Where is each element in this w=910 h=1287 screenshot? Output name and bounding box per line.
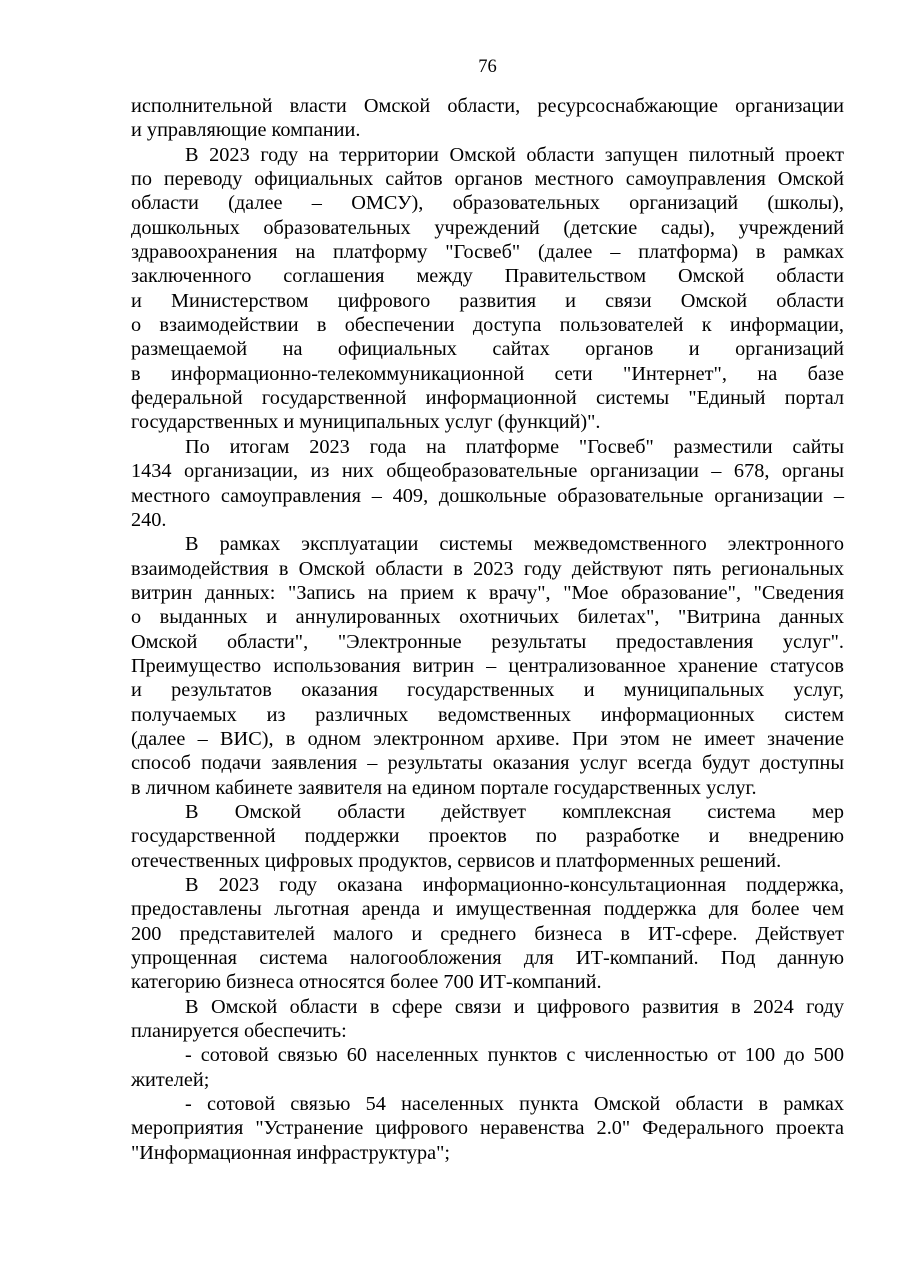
text-line: по переводу официальных сайтов органов местного самоуправления Омской (131, 168, 844, 191)
text-line: Преимущество использования витрин – централизованное хранение статусов (131, 654, 844, 677)
text-line: области (далее – ОМСУ), образовательных организаций (школы), (131, 192, 844, 215)
page-number: 76 (478, 57, 497, 77)
text-line: и управляющие компании. (131, 119, 361, 142)
text-line: мероприятия "Устранение цифрового неравенства 2.0" Федерального проекта (131, 1117, 844, 1140)
text-line: По итогам 2023 года на платформе "Госвеб" разместили сайты (185, 435, 844, 458)
text-line: федеральной государственной информационной системы "Единый портал (131, 387, 844, 410)
text-line: витрин данных: "Запись на прием к врачу", "Мое образование", "Сведения (131, 581, 844, 604)
text-line: способ подачи заявления – результаты оказания услуг всегда будут доступны (131, 752, 844, 775)
text-line: (далее – ВИС), в одном электронном архиве. При этом не имеет значение (131, 727, 844, 750)
body-text (131, 94, 844, 1165)
text-line: - сотовой связью 60 населенных пунктов с численностью от 100 до 500 (185, 1044, 844, 1067)
text-line: отечественных цифровых продуктов, сервисов и платформенных решений. (131, 849, 782, 872)
text-line: "Информационная инфраструктура"; (131, 1141, 451, 1164)
text-line: 240. (131, 508, 167, 531)
text-line: здравоохранения на платформу "Госвеб" (далее – платформа) в рамках (131, 241, 844, 264)
text-line: - сотовой связью 54 населенных пункта Омской области в рамках (185, 1093, 844, 1116)
text-line: дошкольных образовательных учреждений (детские сады), учреждений (131, 216, 844, 239)
text-line: В Омской области в сфере связи и цифрового развития в 2024 году (185, 995, 844, 1018)
text-line: о взаимодействии в обеспечении доступа пользователей к информации, (131, 314, 844, 337)
text-line: жителей; (131, 1068, 210, 1091)
text-line: и результатов оказания государственных и муниципальных услуг, (131, 679, 844, 702)
text-line: получаемых из различных ведомственных информационных систем (131, 703, 844, 726)
text-line: государственных и муниципальных услуг (функций)". (131, 411, 601, 434)
text-line: В Омской области действует комплексная система мер (185, 800, 844, 823)
text-line: предоставлены льготная аренда и имущественная поддержка для более чем (131, 898, 844, 921)
text-line: местного самоуправления – 409, дошкольные образовательные организации – (131, 484, 844, 507)
text-line: В 2023 году на территории Омской области запущен пилотный проект (185, 143, 844, 166)
text-line: исполнительной власти Омской области, ресурсоснабжающие организации (131, 95, 844, 117)
text-line: 1434 организации, из них общеобразовательные организации – 678, органы (131, 460, 844, 483)
text-line: В рамках эксплуатации системы межведомственного электронного (185, 533, 844, 556)
text-line: государственной поддержки проектов по разработке и внедрению (131, 825, 844, 848)
text-line: взаимодействия в Омской области в 2023 году действуют пять региональных (131, 557, 844, 580)
text-line: планируется обеспечить: (131, 1020, 347, 1043)
text-line: в личном кабинете заявителя на едином портале государственных услуг. (131, 776, 757, 799)
text-line: В 2023 году оказана информационно-консультационная поддержка, (185, 874, 844, 896)
text-line: и Министерством цифрового развития и связи Омской области (131, 289, 844, 312)
text-line: упрощенная система налогообложения для ИТ-компаний. Под данную (131, 947, 844, 970)
text-line: заключенного соглашения между Правительством Омской области (131, 265, 844, 288)
text-line: 200 представителей малого и среднего бизнеса в ИТ-сфере. Действует (131, 922, 844, 945)
text-line: в информационно-телекоммуникационной сети "Интернет", на базе (131, 362, 844, 385)
text-line: размещаемой на официальных сайтах органов и организаций (131, 338, 844, 361)
text-line: категорию бизнеса относятся более 700 ИТ-компаний. (131, 971, 602, 994)
text-line: Омской области", "Электронные результаты предоставления услуг". (131, 630, 844, 653)
text-line: о выданных и аннулированных охотничьих билетах", "Витрина данных (131, 606, 844, 629)
